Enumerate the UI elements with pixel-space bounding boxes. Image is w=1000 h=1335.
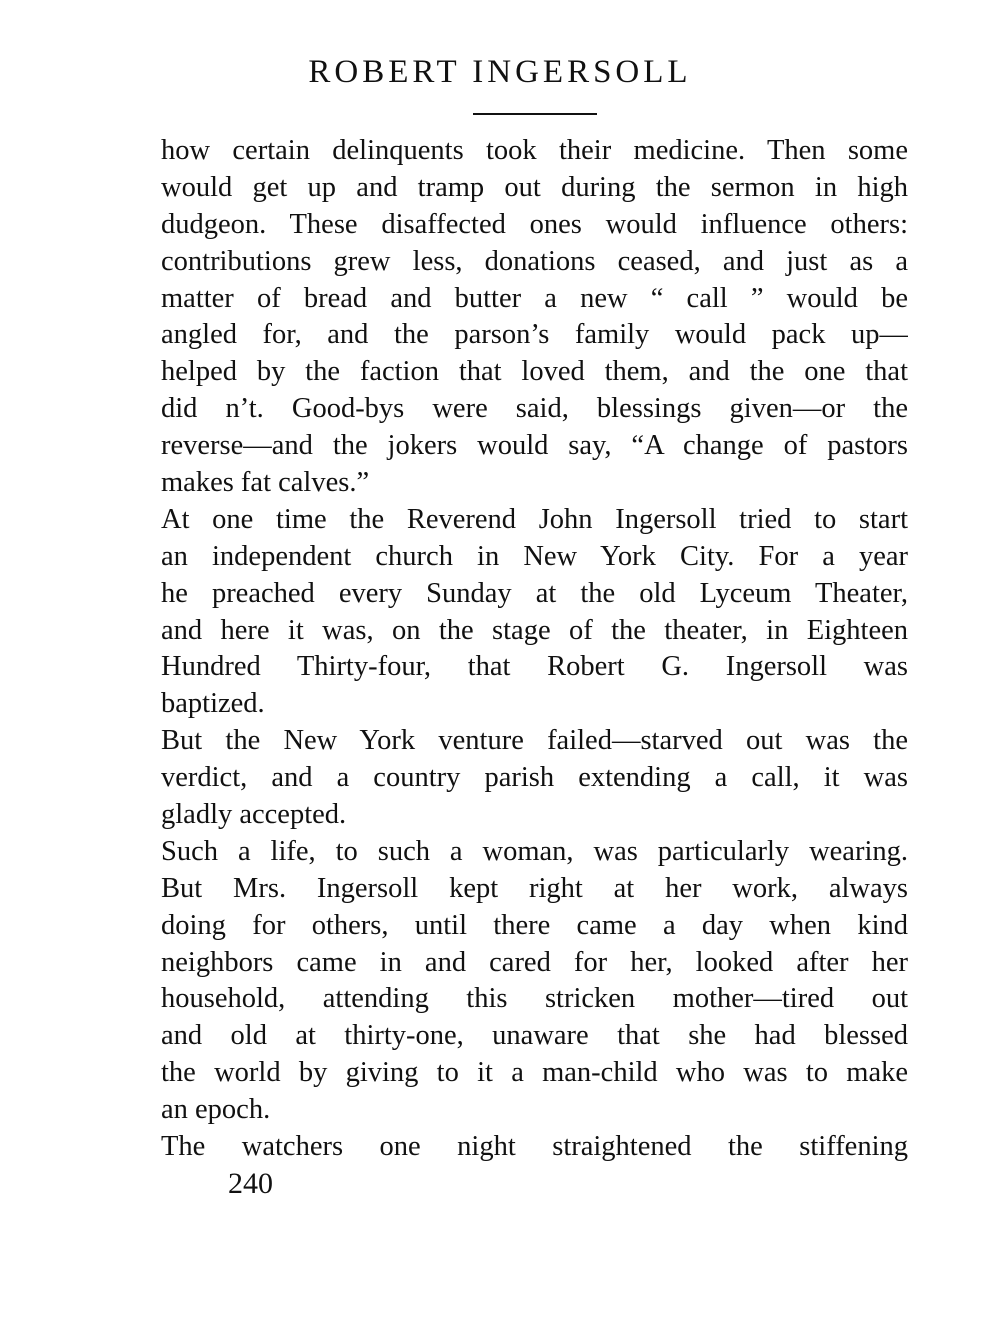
text-line: doing for others, until there came a day when kind (161, 909, 908, 941)
text-line: gladly accepted. (161, 799, 347, 831)
text-line: The watchers one night straightened the stiffening (161, 1131, 908, 1163)
text-line: contributions grew less, donations ceased, and just as a (161, 245, 908, 277)
text-line: reverse—and the jokers would say, “A change of pastors (161, 430, 908, 462)
text-line: Such a life, to such a woman, was particularly wearing. (161, 835, 908, 867)
text-line: household, attending this stricken mother—tired out (161, 983, 908, 1015)
text-line: verdict, and a country parish extending a call, it was (161, 762, 908, 794)
page-number: 240 (228, 1167, 273, 1200)
text-line: But Mrs. Ingersoll kept right at her work, always (161, 872, 908, 904)
running-head: ROBERT INGERSOLL (308, 54, 692, 90)
text-line: dudgeon. These disaffected ones would influence others: (161, 208, 908, 240)
text-line: how certain delinquents took their medicine. Then some (161, 135, 908, 166)
text-line: But the New York venture failed—starved out was the (161, 725, 908, 757)
text-line: did n’t. Good-bys were said, blessings given—or the (161, 393, 908, 425)
text-line: angled for, and the parson’s family would pack up— (161, 319, 908, 351)
header-rule (473, 113, 597, 115)
text-line: helped by the faction that loved them, and the one that (161, 356, 908, 388)
text-line: the world by giving to it a man-child who was to make (161, 1057, 908, 1089)
text-line: At one time the Reverend John Ingersoll tried to start (161, 503, 908, 535)
text-line: matter of bread and butter a new “ call ” would be (161, 282, 908, 314)
body-text (161, 133, 908, 1166)
text-line: and old at thirty-one, unaware that she had blessed (161, 1020, 908, 1052)
text-line: makes fat calves.” (161, 467, 370, 499)
text-line: and here it was, on the stage of the theater, in Eighteen (161, 614, 908, 646)
text-line: Hundred Thirty-four, that Robert G. Ingersoll was (161, 651, 908, 683)
text-line: an epoch. (161, 1094, 271, 1126)
text-line: would get up and tramp out during the sermon in high (161, 171, 908, 203)
text-line: he preached every Sunday at the old Lyceum Theater, (161, 577, 908, 609)
text-line: an independent church in New York City. For a year (161, 540, 908, 572)
text-line: neighbors came in and cared for her, looked after her (161, 946, 908, 978)
text-line: baptized. (161, 688, 265, 720)
